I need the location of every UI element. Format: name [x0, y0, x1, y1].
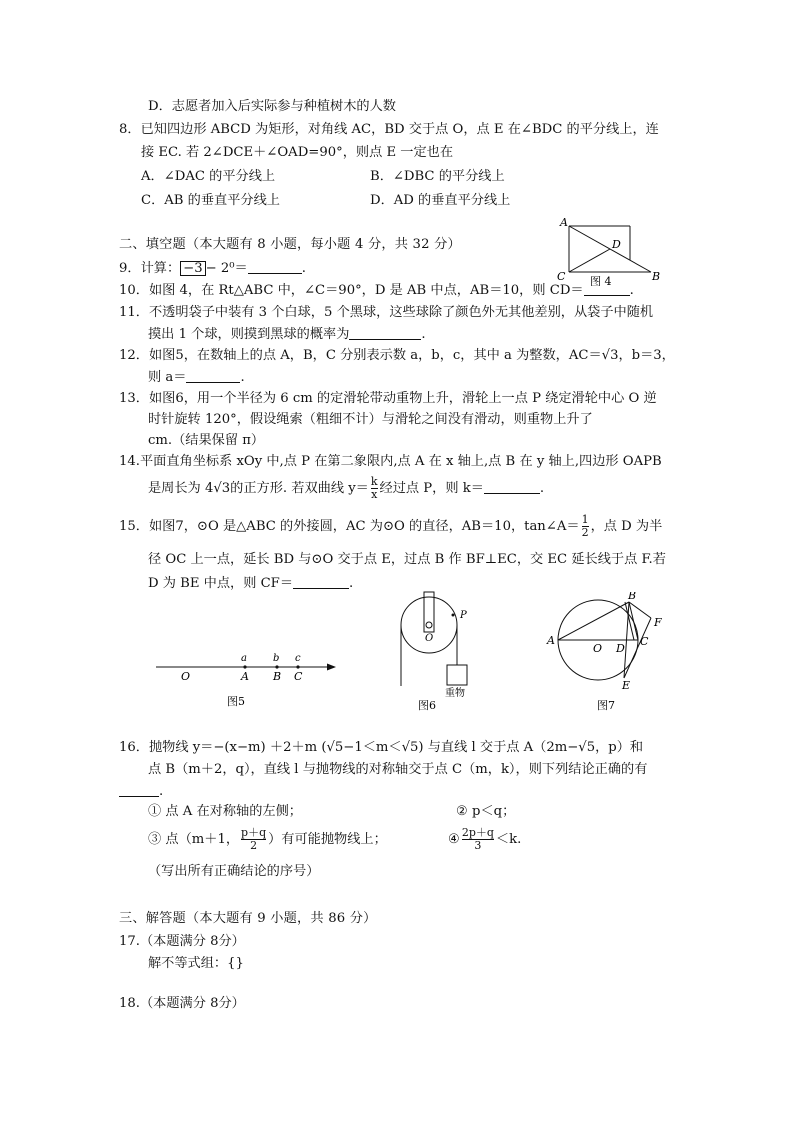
q16-line3 [119, 782, 163, 801]
section2-title: 二、填空题（本大题有 8 小题，每小题 4 分，共 32 分） [119, 237, 461, 252]
q16-answer-blank[interactable] [119, 782, 159, 797]
q9-answer-blank[interactable] [248, 259, 302, 274]
q16-line2: 点 B（m＋2，q），直线 l 与抛物线的对称轴交于点 C（m，k），则下列结论正确的有 [148, 762, 648, 777]
q16-opt4-fraction [462, 827, 494, 852]
q13-line1: 13．如图6，用一个半径为 6 cm 的定滑轮带动重物上升，滑轮上一点 P 绕定滑轮中心 O 逆 [119, 391, 657, 406]
q18-title: 18.（本题满分 8分） [119, 996, 245, 1011]
q15-line3 [148, 574, 353, 593]
q16-line1: 16．抛物线 y＝−(x−m) ＋2＋m (√5−1＜m＜√5) 与直线 l 交于点 A（2m−√5，p）和 [119, 740, 644, 755]
q14-line2 [148, 476, 544, 501]
q16-option-3 [148, 827, 387, 853]
q15-frac-den: 2 [581, 526, 589, 539]
q16-note: （写出所有正确结论的序号） [148, 864, 320, 879]
q9-rest: − 2⁰＝ [205, 261, 248, 276]
q16-option-2: ② p＜q； [456, 804, 516, 819]
q11-line2-text: 摸出 1 个球，则摸到黑球的概率为 [148, 327, 350, 342]
q8-option-a: A．∠DAC 的平分线上 [141, 169, 276, 184]
q15-end: . [349, 576, 354, 591]
fig4-label-b: B [652, 270, 661, 283]
q16-opt3-num: p＋q [241, 826, 267, 839]
fig5-value-a: a [241, 653, 247, 664]
q15-line1a: 15．如图7，⊙O 是△ABC 的外接圆，AC 为⊙O 的直径，AB＝10，tan∠A＝ [119, 519, 580, 534]
fig5-value-c: c [295, 653, 301, 664]
fig6-pulley-wheel [401, 597, 457, 653]
q12-end: . [240, 370, 245, 385]
q15-line2: 径 OC 上一点，延长 BD 与⊙O 交于点 E，过点 B 作 BF⊥EC，交 EC 延长线于点 F.若 [148, 552, 666, 567]
fig5-label-a: A [241, 670, 249, 683]
figure-6 [390, 590, 480, 715]
fig4-label-c: C [557, 270, 566, 283]
q11-answer-blank[interactable] [349, 325, 421, 340]
fig6-label-p: P [460, 610, 467, 621]
q16-opt3a: ③ 点（m＋1， [148, 832, 240, 847]
fig5-point-c [296, 665, 299, 668]
q14-frac-den: x [371, 488, 378, 501]
q11-line1: 11．不透明袋子中装有 3 个白球，5 个黑球，这些球除了颜色外无其他差别，从袋子中随机 [119, 305, 654, 320]
q16-opt4-den: 3 [462, 839, 494, 852]
figure-7 [545, 592, 675, 716]
fig6-caption: 图6 [418, 699, 436, 712]
fig4-label-d: D [612, 238, 621, 251]
q14-answer-blank[interactable] [484, 479, 540, 494]
fig5-origin: O [181, 670, 191, 683]
fig5-label-c: C [294, 670, 303, 683]
q15-line1 [119, 514, 662, 539]
q14-fraction [371, 476, 378, 501]
q16-opt4-num: 2p＋q [461, 826, 494, 839]
fig6-point-p [452, 614, 455, 617]
q14-frac-num: k [370, 475, 378, 488]
fig7-label-d: D [616, 642, 625, 655]
figure-5 [150, 645, 350, 710]
q14-line2a: 是周长为 4√3的正方形. 若双曲线 y＝ [148, 481, 369, 496]
q13-line2: 时针旋转 120°，假设绳索（粗细不计）与滑轮之间没有滑动，则重物上升了 [148, 412, 593, 427]
q16-end: . [159, 784, 164, 799]
fig4-median-cd [569, 249, 610, 272]
q11-end: . [421, 327, 426, 342]
q17-body: 解不等式组：{} [148, 956, 244, 971]
fig5-label-b: B [273, 670, 282, 683]
q14-end: . [539, 481, 545, 496]
q15-frac-num: 1 [581, 513, 589, 526]
q16-opt3-fraction [241, 827, 266, 852]
q8-line2: 接 EC. 若 2∠DCE＋∠OAD=90°，则点 E 一定也在 [141, 145, 454, 160]
fig4-caption: 图 4 [590, 275, 612, 286]
q12-line1: 12．如图5，在数轴上的点 A，B，C 分别表示数 a，b，c，其中 a 为整数，AC＝√3，b＝3， [119, 348, 675, 363]
fig7-label-c: C [640, 635, 649, 648]
q16-opt4b: ＜k. [495, 832, 522, 847]
q16-opt3-den: 2 [241, 839, 266, 852]
q9-end: . [301, 261, 306, 276]
q8-line1: 8．已知四边形 ABCD 为矩形，对角线 AC，BD 交于点 O，点 E 在∠BDC 的平分线上，连 [119, 122, 659, 137]
q7-option-d: D．志愿者加入后实际参与种植树木的人数 [148, 99, 396, 114]
fig7-label-e: E [622, 679, 631, 692]
fig5-caption: 图5 [227, 695, 245, 708]
fig7-label-o: O [593, 642, 603, 655]
fig6-label-o: O [425, 633, 434, 644]
q17-title: 17.（本题满分 8分） [119, 934, 245, 949]
figure-4 [548, 214, 666, 286]
q14-line1: 14.平面直角坐标系 xOy 中,点 P 在第二象限内,点 A 在 x 轴上,点 B 在 y 轴上,四边形 OAPB [119, 454, 662, 469]
q9-abs-value: −3 [180, 261, 205, 276]
q10-text: 10．如图 4，在 Rt△ABC 中，∠C＝90°，D 是 AB 中点，AB＝10，则 CD＝ [119, 283, 584, 298]
q16-opt4a: ④ [448, 832, 460, 847]
fig7-line-ef [624, 618, 651, 678]
q8-option-c: C．AB 的垂直平分线上 [141, 193, 280, 208]
q13-line3: cm.（结果保留 π） [148, 433, 265, 448]
fig6-axle [426, 622, 432, 628]
q16-opt3b: ）有可能抛物线上； [268, 832, 387, 847]
fig5-value-b: b [273, 653, 280, 664]
fig7-label-f: F [654, 616, 662, 629]
fig7-label-b: B [628, 592, 637, 602]
q15-line3-text: D 为 BE 中点，则 CF＝ [148, 576, 294, 591]
section3-title: 三、解答题（本大题有 9 小题，共 86 分） [119, 911, 377, 926]
fig6-weight-label: 重物 [445, 688, 465, 699]
fig4-label-a: A [560, 216, 568, 229]
fig6-weight-box [447, 665, 467, 685]
q16-option-4 [448, 827, 521, 853]
q11-line2 [148, 325, 426, 344]
q15-fraction [582, 514, 589, 539]
fig7-label-a: A [547, 634, 555, 647]
fig7-chord-ab [558, 602, 629, 640]
q15-answer-blank[interactable] [293, 574, 349, 589]
fig5-point-b [275, 665, 278, 668]
q15-line1b: ，点 D 为半 [590, 519, 663, 534]
q14-line2b: 经过点 P，则 k＝ [379, 481, 484, 496]
q8-option-b: B．∠DBC 的平分线上 [370, 169, 505, 184]
q12-line2-text: 则 a＝ [148, 370, 187, 385]
q10-end: . [629, 283, 634, 298]
q16-option-1: ① 点 A 在对称轴的左侧； [148, 804, 302, 819]
q9 [119, 259, 306, 278]
fig7-caption: 图7 [597, 699, 615, 712]
q8-option-d: D．AD 的垂直平分线上 [370, 193, 511, 208]
fig5-arrow-icon [327, 664, 336, 671]
q12-answer-blank[interactable] [186, 368, 240, 383]
q12-line2 [148, 368, 245, 387]
fig6-bracket [424, 592, 434, 632]
fig5-point-a [243, 665, 246, 668]
q9-prefix: 9．计算： [119, 261, 181, 276]
